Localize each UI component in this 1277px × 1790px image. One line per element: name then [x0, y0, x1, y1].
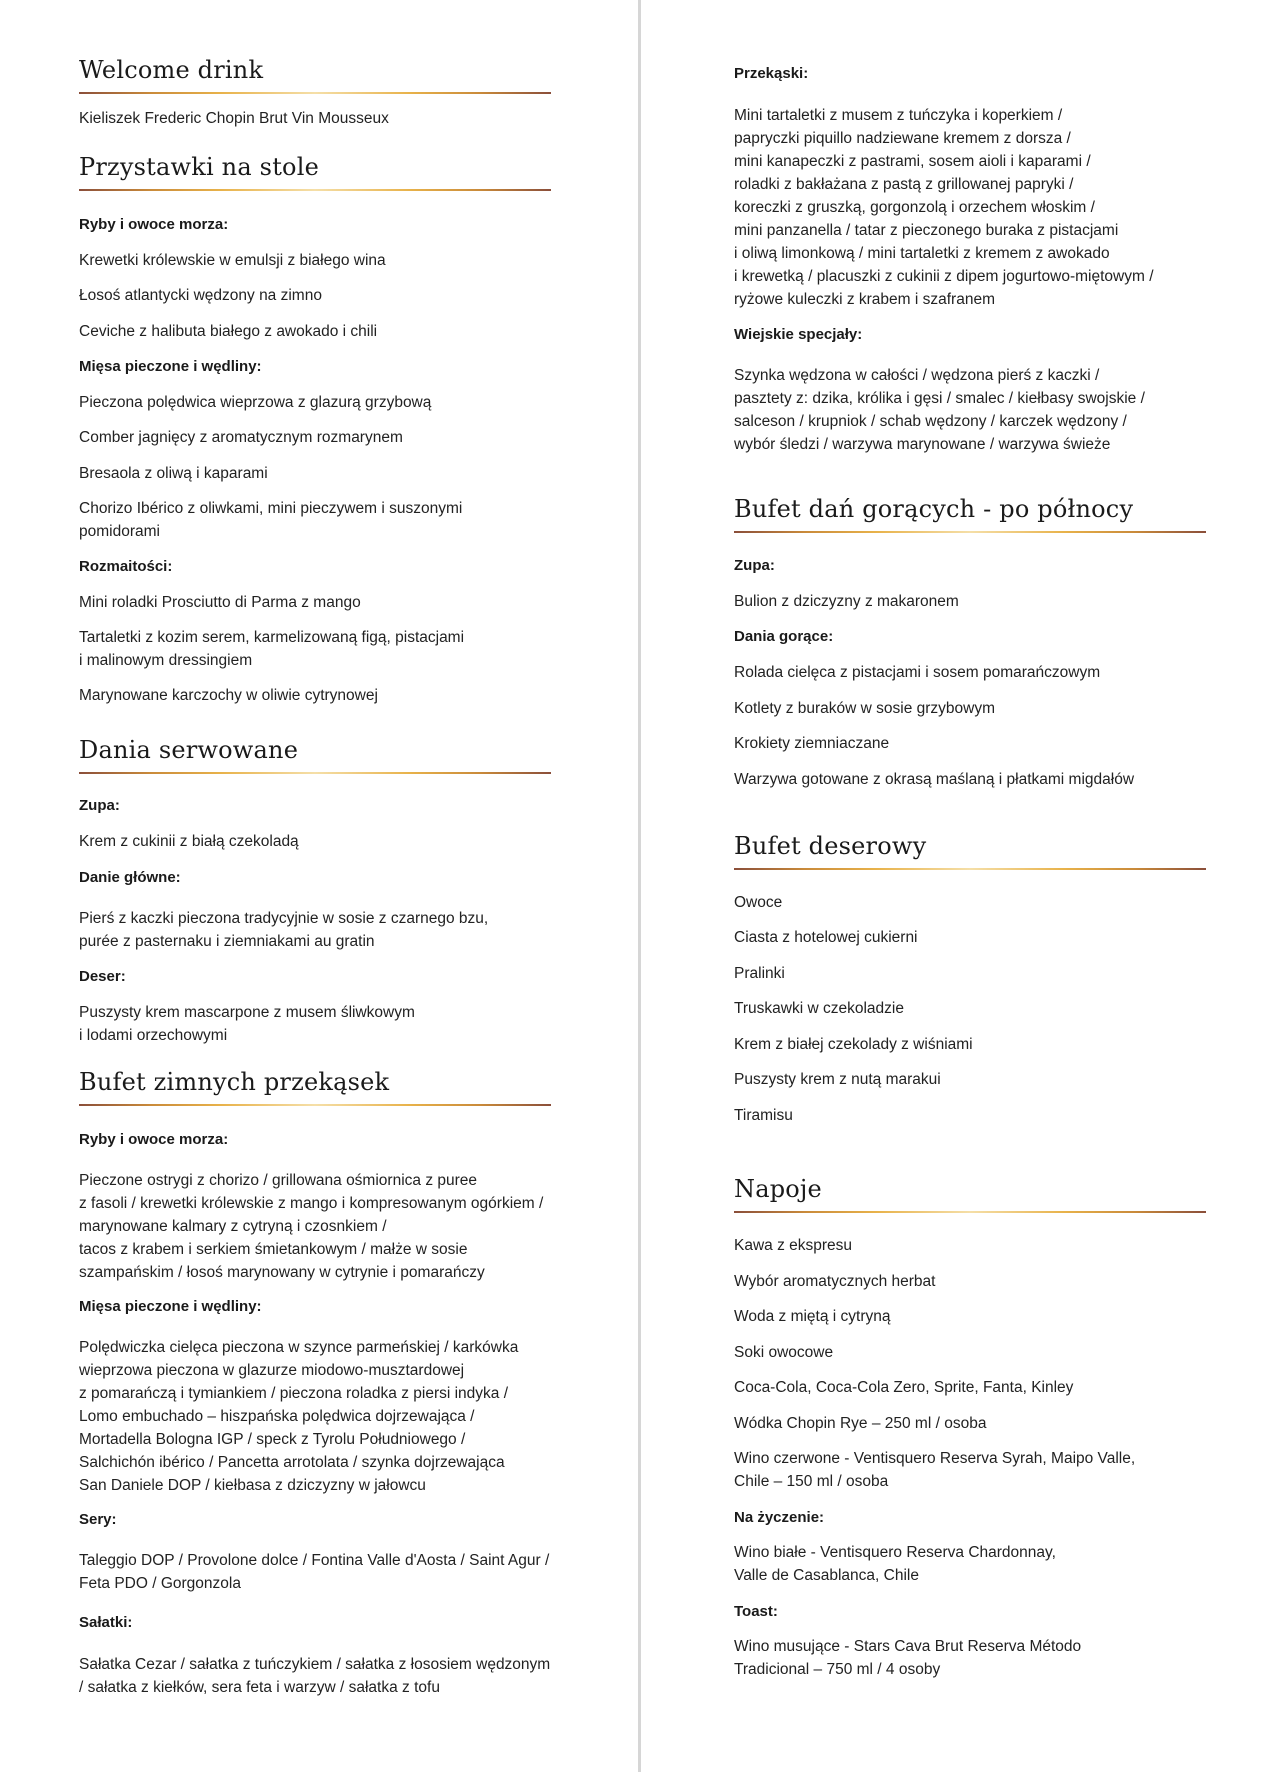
subheading: Danie główne:: [79, 869, 181, 886]
menu-item: Kotlety z buraków w sosie grzybowym: [734, 700, 996, 717]
menu-item: Chorizo Ibérico z oliwkami, mini pieczywem i suszonymi: [79, 500, 463, 517]
menu-item: Łosoś atlantycki wędzony na zimno: [79, 287, 322, 304]
section-title: Welcome drink: [79, 56, 264, 84]
subheading: Wiejskie specjały:: [734, 326, 863, 343]
menu-item: Sałatka Cezar / sałatka z tuńczykiem / sałatka z łososiem wędzonym: [79, 1656, 551, 1673]
menu-item: Woda z miętą i cytryną: [734, 1308, 891, 1325]
menu-item: z pomarańczą i tymiankiem / pieczona roladka z piersi indyka /: [79, 1385, 509, 1402]
subheading: Zupa:: [734, 557, 775, 574]
section-bufet-goracy: [734, 494, 1214, 533]
menu-item: Pieczona polędwica wieprzowa z glazurą grzybową: [79, 394, 432, 411]
menu-item: Krem z białej czekolady z wiśniami: [734, 1036, 973, 1053]
menu-item: ryżowe kuleczki z krabem i szafranem: [734, 291, 995, 308]
menu-item: Mortadella Bologna IGP / speck z Tyrolu Południowego /: [79, 1431, 466, 1448]
section-bufet-zimny: [79, 1067, 599, 1106]
menu-item: Ceviche z halibuta białego z awokado i chili: [79, 323, 378, 340]
menu-item: Wybór aromatycznych herbat: [734, 1273, 936, 1290]
menu-item: Taleggio DOP / Provolone dolce / Fontina Valle d'Aosta / Saint Agur /: [79, 1552, 550, 1569]
subheading: Deser:: [79, 968, 126, 985]
gold-divider: [734, 1211, 1206, 1213]
subheading: Sałatki:: [79, 1614, 133, 1631]
menu-item: koreczki z gruszką, gorgonzolą i orzechem włoskim /: [734, 199, 1095, 216]
gold-divider: [79, 92, 551, 94]
menu-item: Polędwiczka cielęca pieczona w szynce parmeńskiej / karkówka: [79, 1339, 519, 1356]
menu-item: Wódka Chopin Rye – 250 ml / osoba: [734, 1415, 987, 1432]
gold-divider: [79, 189, 551, 191]
section-przystawki: [79, 152, 599, 191]
menu-item: Szynka wędzona w całości / wędzona pierś z kaczki /: [734, 367, 1100, 384]
menu-item: wieprzowa pieczona w glazurze miodowo-musztardowej: [79, 1362, 465, 1379]
menu-item: i oliwą limonkową / mini tartaletki z kremem z awokado: [734, 245, 1110, 262]
menu-item: Tradicional – 750 ml / 4 osoby: [734, 1661, 941, 1678]
subheading: Na życzenie:: [734, 1509, 825, 1526]
menu-item: Wino czerwone - Ventisquero Reserva Syrah, Maipo Valle,: [734, 1450, 1136, 1467]
menu-item: Tiramisu: [734, 1107, 793, 1124]
menu-item: i krewetką / placuszki z cukinii z dipem jogurtowo-miętowym /: [734, 268, 1154, 285]
menu-item: Krewetki królewskie w emulsji z białego wina: [79, 252, 386, 269]
gold-divider: [79, 772, 551, 774]
menu-item: roladki z bakłażana z pastą z grillowanej papryki /: [734, 176, 1074, 193]
menu-item: tacos z krabem i serkiem śmietankowym / małże w sosie: [79, 1241, 468, 1258]
subheading: Toast:: [734, 1603, 778, 1620]
menu-item: Marynowane karczochy w oliwie cytrynowej: [79, 687, 378, 704]
menu-item: Feta PDO / Gorgonzola: [79, 1575, 241, 1592]
menu-item: Puszysty krem mascarpone z musem śliwkowym: [79, 1004, 415, 1021]
menu-item: Tartaletki z kozim serem, karmelizowaną figą, pistacjami: [79, 629, 465, 646]
menu-item: Comber jagnięcy z aromatycznym rozmarynem: [79, 429, 403, 446]
gold-divider: [734, 868, 1206, 870]
section-title: Bufet dań gorących - po północy: [734, 495, 1134, 523]
subheading: Rozmaitości:: [79, 558, 173, 575]
menu-item: Lomo embuchado – hiszpańska polędwica dojrzewająca /: [79, 1408, 475, 1425]
menu-item: Krem z cukinii z białą czekoladą: [79, 833, 299, 850]
menu-item: pomidorami: [79, 523, 160, 540]
menu-item: Warzywa gotowane z okrasą maślaną i płatkami migdałów: [734, 771, 1135, 788]
section-title: Przystawki na stole: [79, 153, 319, 181]
menu-item: z fasoli / krewetki królewskie z mango i kompresowanym ogórkiem /: [79, 1195, 544, 1212]
gold-divider: [734, 531, 1206, 533]
menu-item: marynowane kalmary z cytryną i czosnkiem /: [79, 1218, 387, 1235]
menu-item: Krokiety ziemniaczane: [734, 735, 890, 752]
section-welcome-drink: [79, 55, 599, 94]
menu-item: Coca-Cola, Coca-Cola Zero, Sprite, Fanta, Kinley: [734, 1379, 1074, 1396]
menu-item: Soki owocowe: [734, 1344, 834, 1361]
menu-item: mini kanapeczki z pastrami, sosem aioli i kaparami /: [734, 153, 1091, 170]
section-title: Bufet zimnych przekąsek: [79, 1068, 390, 1096]
menu-item: mini panzanella / tatar z pieczonego buraka z pistacjami: [734, 222, 1119, 239]
subheading: Dania gorące:: [734, 628, 834, 645]
section-napoje: [734, 1174, 1214, 1213]
menu-item: Ciasta z hotelowej cukierni: [734, 929, 918, 946]
menu-item: Mini tartaletki z musem z tuńczyka i koperkiem /: [734, 107, 1063, 124]
menu-item: papryczki piquillo nadziewane kremem z dorsza /: [734, 130, 1071, 147]
menu-item: Bulion z dziczyzny z makaronem: [734, 593, 959, 610]
menu-item: Kawa z ekspresu: [734, 1237, 853, 1254]
menu-item: purée z pasternaku i ziemniakami au gratin: [79, 933, 375, 950]
menu-item: Pierś z kaczki pieczona tradycyjnie w sosie z czarnego bzu,: [79, 910, 489, 927]
subheading: Przekąski:: [734, 65, 809, 82]
menu-item: wybór śledzi / warzywa marynowane / warzywa świeże: [734, 436, 1111, 453]
menu-item: Puszysty krem z nutą marakui: [734, 1071, 941, 1088]
menu-item: i lodami orzechowymi: [79, 1027, 228, 1044]
menu-item: Wino białe - Ventisquero Reserva Chardonnay,: [734, 1544, 1056, 1561]
menu-item: San Daniele DOP / kiełbasa z dziczyzny w jałowcu: [79, 1477, 426, 1494]
menu-item: / sałatka z kiełków, sera feta i warzyw / sałatka z tofu: [79, 1679, 440, 1696]
menu-item: Rolada cielęca z pistacjami i sosem pomarańczowym: [734, 664, 1101, 681]
subheading: Sery:: [79, 1511, 117, 1528]
menu-item: Pieczone ostrygi z chorizo / grillowana ośmiornica z puree: [79, 1172, 478, 1189]
section-bufet-deserowy: [734, 831, 1214, 870]
menu-item: Kieliszek Frederic Chopin Brut Vin Mousseux: [79, 110, 389, 127]
menu-item: i malinowym dressingiem: [79, 652, 253, 669]
menu-item: Owoce: [734, 894, 783, 911]
section-title: Napoje: [734, 1175, 822, 1203]
subheading: Ryby i owoce morza:: [79, 216, 229, 233]
menu-item: Salchichón ibérico / Pancetta arrotolata / szynka dojrzewająca: [79, 1454, 505, 1471]
section-dania-serwowane: [79, 735, 599, 774]
page-center-rule: [638, 0, 641, 1772]
subheading: Zupa:: [79, 797, 120, 814]
menu-item: Wino musujące - Stars Cava Brut Reserva Método: [734, 1638, 1082, 1655]
gold-divider: [79, 1104, 551, 1106]
subheading: Ryby i owoce morza:: [79, 1131, 229, 1148]
menu-item: Mini roladki Prosciutto di Parma z mango: [79, 594, 361, 611]
menu-item: Chile – 150 ml / osoba: [734, 1473, 889, 1490]
menu-item: Bresaola z oliwą i kaparami: [79, 465, 268, 482]
menu-item: Pralinki: [734, 965, 785, 982]
menu-item: Valle de Casablanca, Chile: [734, 1567, 919, 1584]
subheading: Mięsa pieczone i wędliny:: [79, 1298, 262, 1315]
menu-item: szampańskim / łosoś marynowany w cytrynie i pomarańczy: [79, 1264, 485, 1281]
section-title: Bufet deserowy: [734, 832, 927, 860]
section-title: Dania serwowane: [79, 736, 299, 764]
menu-item: Truskawki w czekoladzie: [734, 1000, 904, 1017]
subheading: Mięsa pieczone i wędliny:: [79, 358, 262, 375]
menu-item: pasztety z: dzika, królika i gęsi / smalec / kiełbasy swojskie /: [734, 390, 1145, 407]
menu-item: salceson / krupniok / schab wędzony / karczek wędzony /: [734, 413, 1127, 430]
